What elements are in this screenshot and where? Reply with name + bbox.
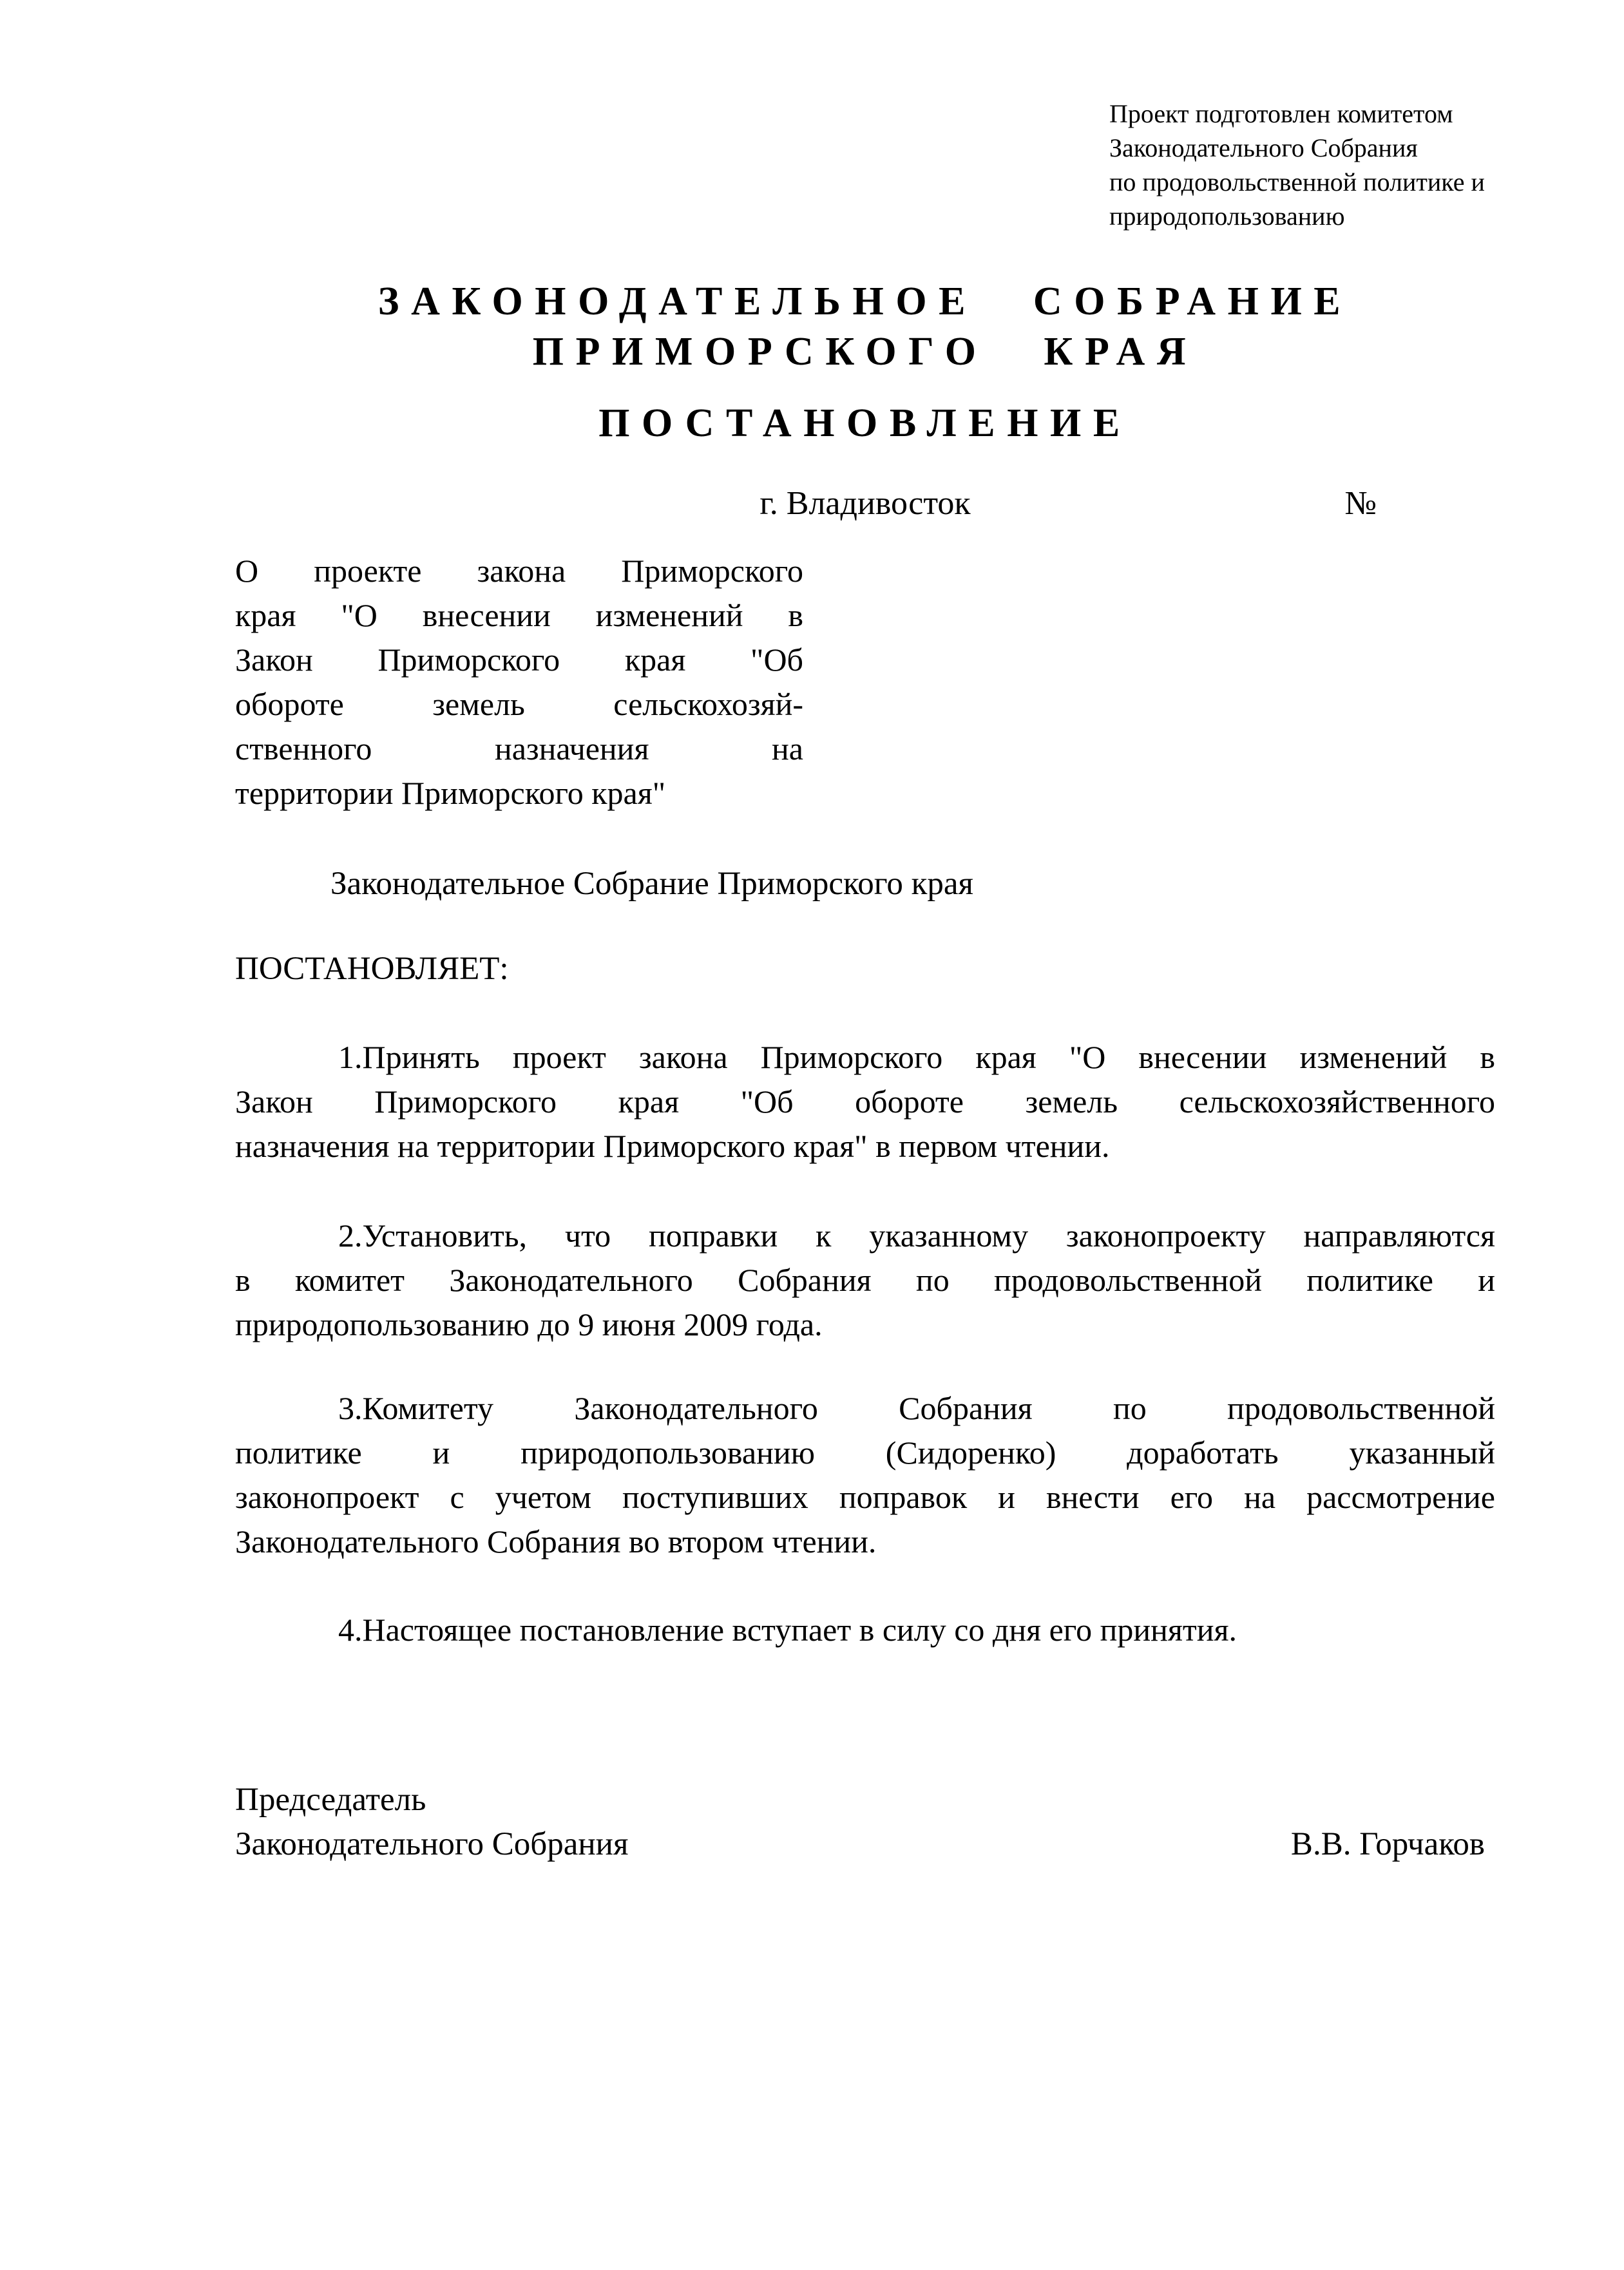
place-and-number-row bbox=[235, 483, 1495, 524]
subject-line: Закон Приморского края "Об bbox=[235, 642, 803, 678]
document-type-title: ПОСТАНОВЛЕНИЕ bbox=[598, 401, 1132, 445]
signature-row bbox=[235, 1822, 1495, 1867]
paragraph-line: 1.Принять проект закона Приморского края "О внесении изменений в bbox=[338, 1039, 1495, 1075]
subject-line: края "О внесении изменений в bbox=[235, 597, 803, 633]
assembly-line: Законодательное Собрание Приморского края bbox=[330, 866, 973, 902]
subject-block bbox=[235, 549, 803, 815]
prepared-note-line: Проект подготовлен комитетом bbox=[1109, 99, 1453, 128]
resolution-paragraph-3 bbox=[235, 1386, 1495, 1564]
organization-title-line-2: ПРИМОРСКОГО КРАЯ bbox=[532, 330, 1198, 374]
paragraph-line: 3.Комитету Законодательного Собрания по продовольственной bbox=[338, 1390, 1495, 1426]
prepared-note-line: Законодательного Собрания bbox=[1109, 133, 1418, 162]
prepared-note-line: природопользованию bbox=[1109, 202, 1345, 231]
subject-line: территории Приморского края" bbox=[235, 775, 666, 811]
resolution-paragraph-1 bbox=[235, 1035, 1495, 1168]
paragraph-line: назначения на территории Приморского края" в первом чтении. bbox=[235, 1128, 1110, 1164]
signer-position-line-1: Председатель bbox=[235, 1782, 426, 1818]
paragraph-line: Закон Приморского края "Об обороте земель сельскохозяйственного bbox=[235, 1083, 1495, 1120]
paragraph-line: в комитет Законодательного Собрания по продовольственной политике и bbox=[235, 1262, 1495, 1298]
signature-block bbox=[235, 1778, 1495, 1867]
number-sign: № bbox=[1344, 485, 1377, 522]
subject-line: ственного назначения на bbox=[235, 730, 803, 767]
resolution-paragraph-2 bbox=[235, 1214, 1495, 1347]
subject-line: обороте земель сельскохозяй- bbox=[235, 686, 803, 722]
organization-title bbox=[235, 276, 1495, 377]
organization-title-line-1: ЗАКОНОДАТЕЛЬНОЕ СОБРАНИЕ bbox=[377, 280, 1353, 323]
paragraph-line: Законодательного Собрания во втором чтении. bbox=[235, 1523, 877, 1559]
paragraph-line: 2.Установить, что поправки к указанному законопроекту направляются bbox=[338, 1217, 1495, 1254]
prepared-note-line: по продовольственной политике и bbox=[1109, 167, 1485, 196]
resolves-label: ПОСТАНОВЛЯЕТ: bbox=[235, 951, 509, 987]
subject-line: О проекте закона Приморского bbox=[235, 553, 803, 589]
place-label: г. Владивосток bbox=[759, 485, 971, 522]
paragraph-line: политике и природопользованию (Сидоренко) доработать указанный bbox=[235, 1435, 1495, 1471]
paragraph-line: природопользованию до 9 июня 2009 года. bbox=[235, 1306, 823, 1342]
signer-name: В.В. Горчаков bbox=[1290, 1826, 1485, 1862]
signer-position-line-2: Законодательного Собрания bbox=[235, 1826, 629, 1862]
prepared-note bbox=[1109, 97, 1547, 233]
resolution-paragraph-4 bbox=[235, 1608, 1495, 1652]
paragraph-line: 4.Настоящее постановление вступает в силу со дня его принятия. bbox=[338, 1612, 1237, 1648]
paragraph-line: законопроект с учетом поступивших поправок и внести его на рассмотрение bbox=[235, 1479, 1495, 1515]
